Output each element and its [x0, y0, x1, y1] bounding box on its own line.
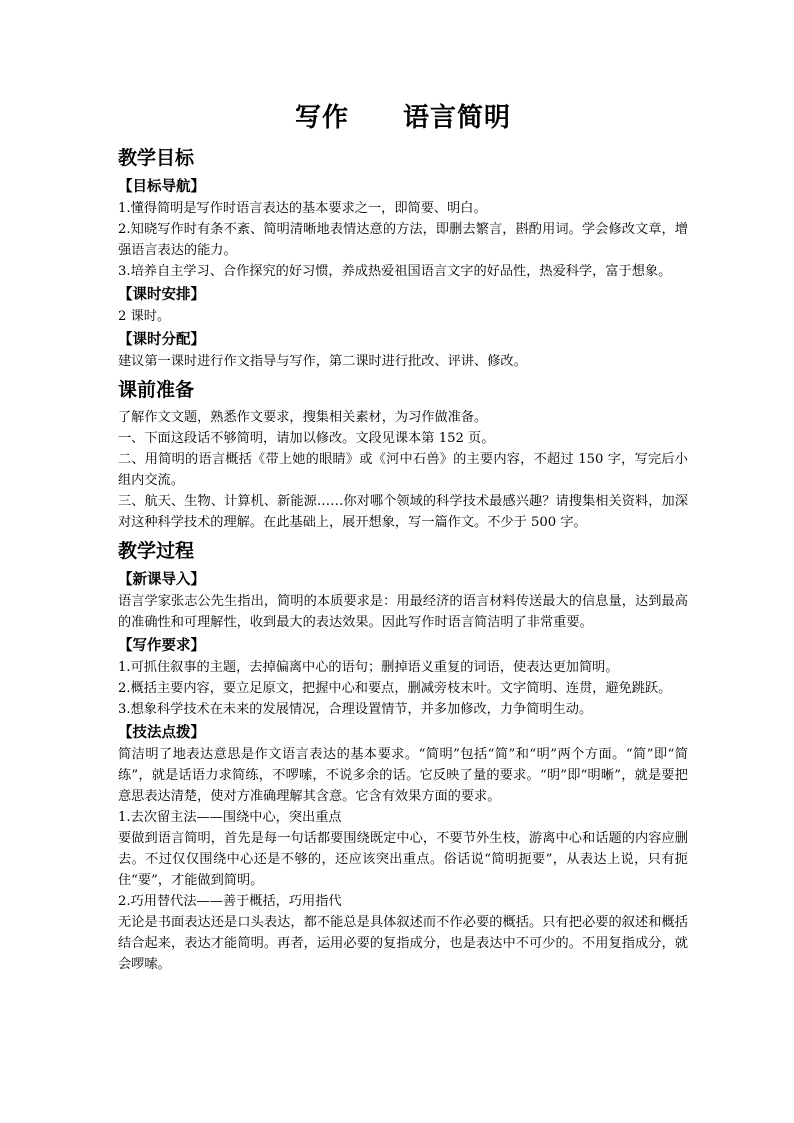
document-page: [118, 98, 688, 975]
subsection-heading: 【课时分配】: [118, 331, 205, 348]
paragraph: 了解作文文题，熟悉作文要求，搜集相关素材，为习作做准备。: [118, 410, 488, 425]
section-title: 教学过程: [118, 540, 195, 562]
subsection-heading: 【写作要求】: [118, 637, 205, 654]
paragraph: 三、航天、生物、计算机、新能源……你对哪个领域的科学技术最感兴趣？请搜集相关资料，加深对这种科学技术的理解。在此基础上，展开想象，写一篇作文。不少于 500 字。: [118, 494, 688, 530]
subsection-heading: 【新课导入】: [118, 571, 205, 588]
section-teaching-goals: [118, 142, 688, 372]
section-teaching-process: [118, 535, 688, 975]
paragraph: 二、用简明的语言概括《带上她的眼睛》或《河中石兽》的主要内容，不超过 150 字，写完后小组内交流。: [118, 452, 688, 488]
paragraph: 要做到语言简明，首先是每一句话都要围绕既定中心，不要节外生枝，游离中心和话题的内容应删去。不过仅仅围绕中心还是不够的，还应该突出重点。俗话说“简明扼要”，从表达上说，只有扼住“要”，才能做到简明。: [118, 831, 688, 888]
paragraph: 2 课时。: [118, 309, 171, 324]
paragraph: 2.概括主要内容，要立足原文，把握中心和要点，删减旁枝末叶。文字简明、连贯，避免跳跃。: [118, 681, 672, 696]
paragraph: 3.培养自主学习、合作探究的好习惯，养成热爱祖国语言文字的好品性，热爱科学，富于想象。: [118, 264, 672, 279]
section-title: 教学目标: [118, 147, 195, 169]
paragraph: 无论是书面表达还是口头表达，都不能总是具体叙述而不作必要的概括。只有把必要的叙述和概括结合起来，表达才能简明。再者，运用必要的复指成分，也是表达中不可少的。不用复指成分，就会啰嗦。: [118, 915, 688, 972]
subsection-heading: 【目标导航】: [118, 178, 205, 195]
subsection-heading: 【课时安排】: [118, 286, 205, 303]
paragraph: 简洁明了地表达意思是作文语言表达的基本要求。“简明”包括“简”和“明”两个方面。“简”即“简练”，就是话语力求简练，不啰嗦，不说多余的话。它反映了量的要求。“明”即“明晰”，就是要把意思表达清楚，使对方准确理解其含意。它含有效果方面的要求。: [118, 747, 688, 804]
subsection-heading: 【技法点拨】: [118, 724, 205, 741]
paragraph: 1.去次留主法——围绕中心，突出重点: [118, 810, 342, 825]
paragraph: 2.知晓写作时有条不紊、简明清晰地表情达意的方法，即删去繁言，斟酌用词。学会修改文章，增强语言表达的能力。: [118, 222, 688, 258]
paragraph: 1.懂得简明是写作时语言表达的基本要求之一，即简要、明白。: [118, 201, 487, 216]
paragraph: 语言学家张志公先生指出，简明的本质要求是：用最经济的语言材料传送最大的信息量，达到最高的准确性和可理解性，收到最大的表达效果。因此写作时语言简洁明了非常重要。: [118, 594, 688, 630]
paragraph: 一、下面这段话不够简明，请加以修改。文段见课本第 152 页。: [118, 431, 495, 446]
paragraph: 建议第一课时进行作文指导与写作，第二课时进行批改、评讲、修改。: [118, 354, 527, 369]
section-title: 课前准备: [118, 379, 195, 401]
paragraph: 2.巧用替代法——善于概括，巧用指代: [118, 894, 342, 909]
paragraph: 3.想象科学技术在未来的发展情况，合理设置情节，并多加修改，力争简明生动。: [118, 702, 593, 717]
paragraph: 1.可抓住叙事的主题，去掉偏离中心的语句；删掉语义重复的词语，使表达更加简明。: [118, 660, 619, 675]
document-title: 写作 语言简明: [294, 103, 511, 133]
section-preparation: [118, 374, 688, 533]
